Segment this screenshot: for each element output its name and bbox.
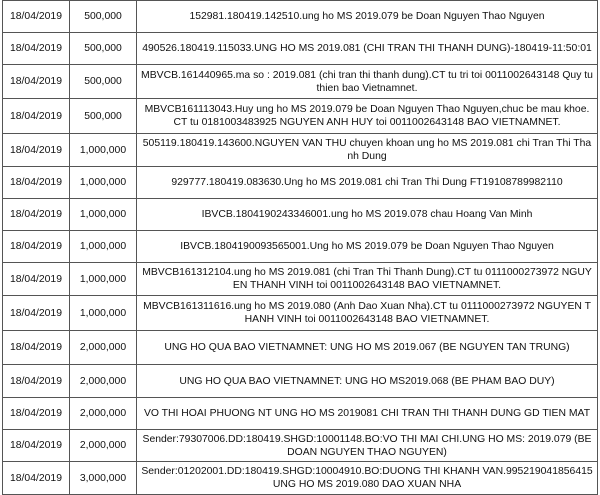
amount-cell: 1,000,000 [70,263,137,296]
table-row [3,134,598,167]
amount-cell: 500,000 [70,65,137,99]
amount-cell: 1,000,000 [70,199,137,231]
table-row [3,65,598,99]
table-row [3,1,598,33]
amount-cell: 1,000,000 [70,134,137,167]
donation-table [2,0,598,495]
date-cell: 18/04/2019 [3,134,70,167]
date-cell: 18/04/2019 [3,430,70,462]
table-row [3,462,598,495]
table-row [3,33,598,65]
table-row [3,99,598,134]
amount-cell: 500,000 [70,33,137,65]
table-row [3,430,598,462]
date-cell: 18/04/2019 [3,65,70,99]
description-cell: VO THI HOAI PHUONG NT UNG HO MS 2019081 CHI TRAN THI THANH DUNG GD TIEN MAT [137,398,598,430]
date-cell: 18/04/2019 [3,167,70,199]
description-cell: IBVCB.1804190243346001.ung ho MS 2019.078 chau Hoang Van Minh [137,199,598,231]
date-cell: 18/04/2019 [3,1,70,33]
amount-cell: 1,000,000 [70,167,137,199]
description-cell: UNG HO QUA BAO VIETNAMNET: UNG HO MS2019.068 (BE PHAM BAO DUY) [137,365,598,398]
description-cell: 490526.180419.115033.UNG HO MS 2019.081 (CHI TRAN THI THANH DUNG)-180419-11:50:01 [137,33,598,65]
description-cell: 929777.180419.083630.Ung ho MS 2019.081 chi Tran Thi Dung FT19108789982110 [137,167,598,199]
date-cell: 18/04/2019 [3,365,70,398]
table-row [3,231,598,263]
amount-cell: 2,000,000 [70,398,137,430]
date-cell: 18/04/2019 [3,263,70,296]
date-cell: 18/04/2019 [3,398,70,430]
table-row [3,398,598,430]
table-row [3,296,598,331]
description-cell: MBVCB.161440965.ma so : 2019.081 (chi tran thi thanh dung).CT tu tri toi 0011002643148 Quy tu thien bao Vietnamnet. [137,65,598,99]
table-row [3,199,598,231]
description-cell: Sender:01202001.DD:180419.SHGD:10004910.BO:DUONG THI KHANH VAN.995219041856415 UNG HO MS 2019.080 DAO XUAN NHA [137,462,598,495]
table-row [3,263,598,296]
description-cell: IBVCB.1804190093565001.Ung ho MS 2019.079 be Doan Nguyen Thao Nguyen [137,231,598,263]
description-cell: MBVCB161311616.ung ho MS 2019.080 (Anh Dao Xuan Nha).CT tu 0111000273972 NGUYEN THANH VINH toi 0011002643148 BAO VIETNAMNET. [137,296,598,331]
amount-cell: 2,000,000 [70,365,137,398]
description-cell: MBVCB161312104.ung ho MS 2019.081 (chi Tran Thi Thanh Dung).CT tu 0111000273972 NGUYEN THANH VINH toi 0011002643148 BAO VIETNAMNET. [137,263,598,296]
amount-cell: 3,000,000 [70,462,137,495]
description-cell: UNG HO QUA BAO VIETNAMNET: UNG HO MS 2019.067 (BE NGUYEN TAN TRUNG) [137,331,598,365]
description-cell: 505119.180419.143600.NGUYEN VAN THU chuyen khoan ung ho MS 2019.081 chi Tran Thi Thanh Dung [137,134,598,167]
date-cell: 18/04/2019 [3,199,70,231]
amount-cell: 1,000,000 [70,231,137,263]
amount-cell: 2,000,000 [70,430,137,462]
description-cell: MBVCB161113043.Huy ung ho MS 2019.079 be Doan Nguyen Thao Nguyen,chuc be mau khoe.CT tu 0181003483925 NGUYEN ANH HUY toi 0011002643148 BAO VIETNAMNET. [137,99,598,134]
table-row [3,331,598,365]
description-cell: 152981.180419.142510.ung ho MS 2019.079 be Doan Nguyen Thao Nguyen [137,1,598,33]
date-cell: 18/04/2019 [3,331,70,365]
date-cell: 18/04/2019 [3,296,70,331]
table-row [3,167,598,199]
amount-cell: 500,000 [70,1,137,33]
description-cell: Sender:79307006.DD:180419.SHGD:10001148.BO:VO THI MAI CHI.UNG HO MS: 2019.079 (BE DOAN NGUYEN THAO NGUYEN) [137,430,598,462]
date-cell: 18/04/2019 [3,33,70,65]
date-cell: 18/04/2019 [3,462,70,495]
amount-cell: 2,000,000 [70,331,137,365]
amount-cell: 1,000,000 [70,296,137,331]
amount-cell: 500,000 [70,99,137,134]
date-cell: 18/04/2019 [3,231,70,263]
table-row [3,365,598,398]
date-cell: 18/04/2019 [3,99,70,134]
